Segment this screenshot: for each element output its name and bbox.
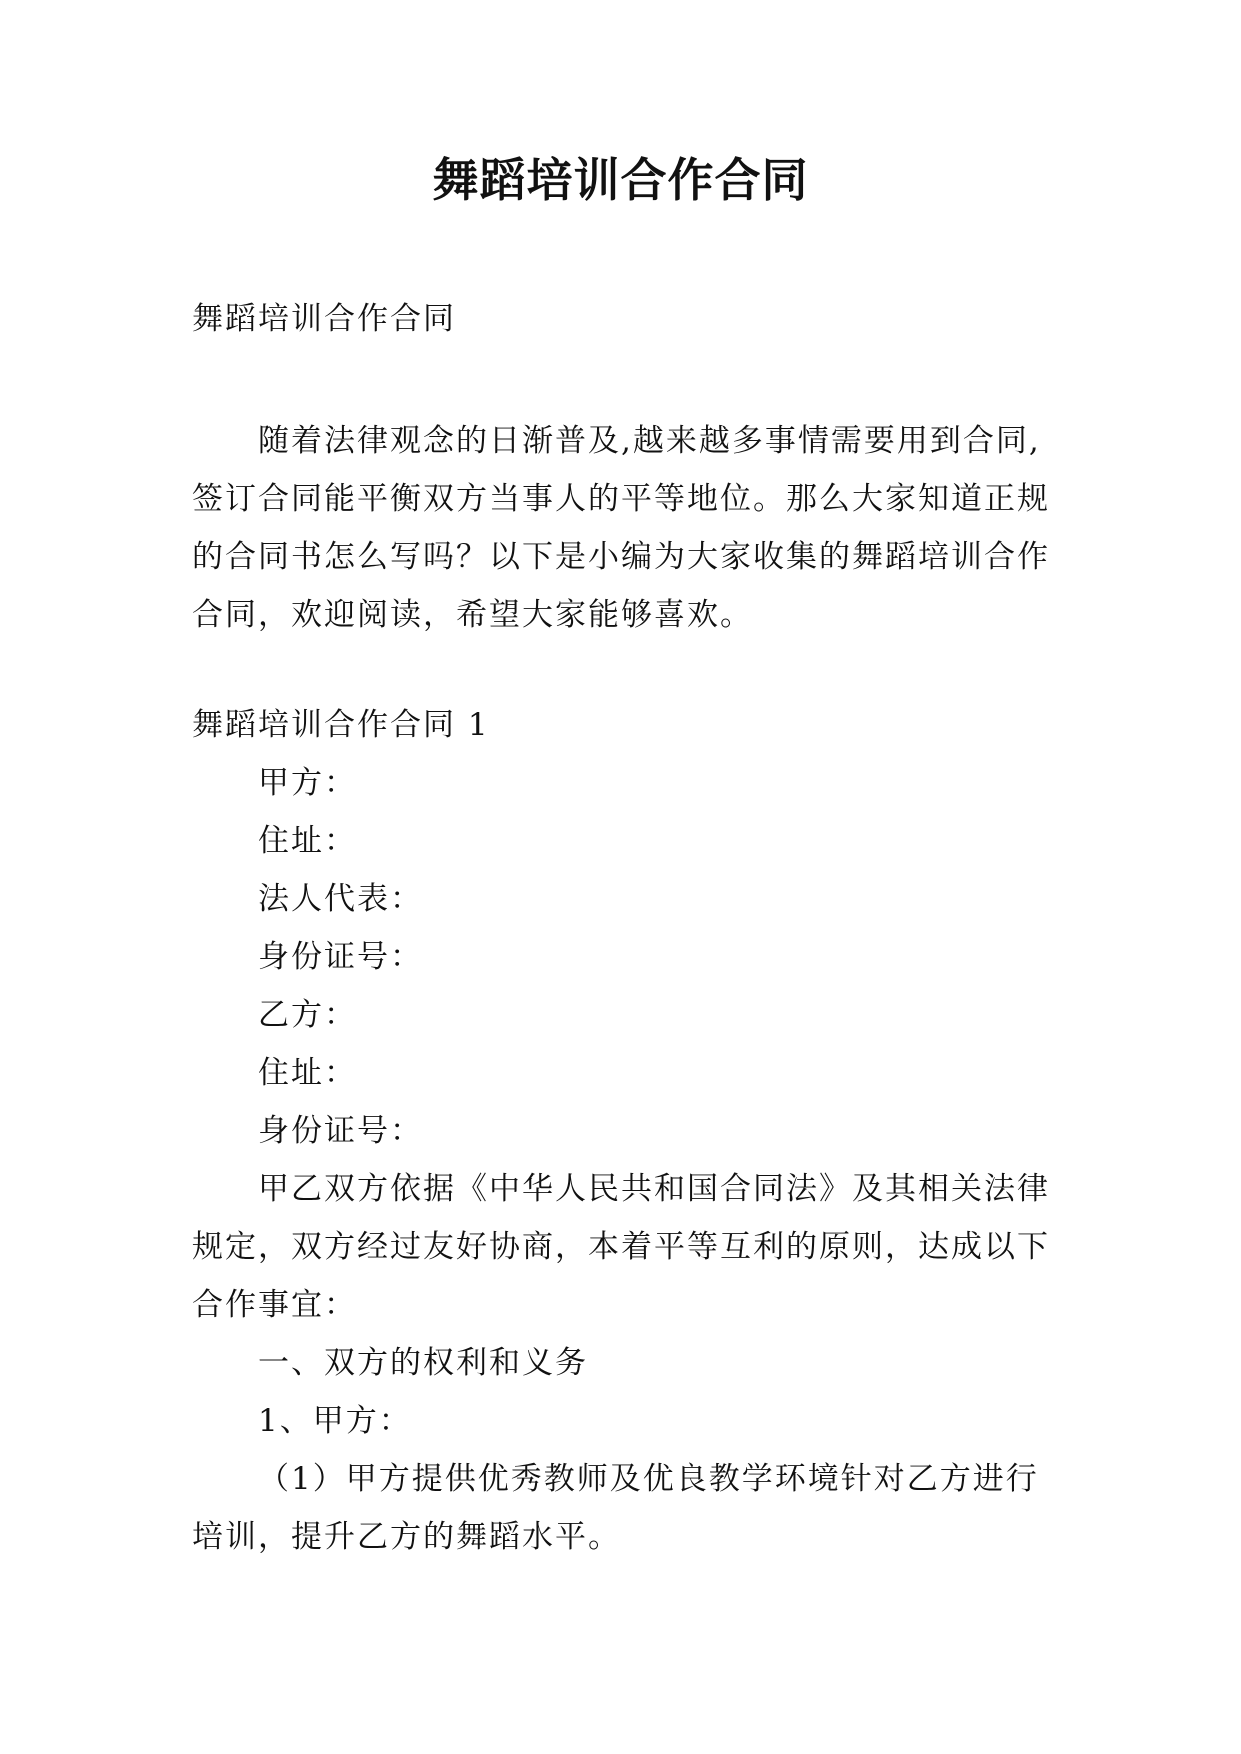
document-title: 舞蹈培训合作合同 xyxy=(432,153,809,207)
party-a-clause-1: （1）甲方提供优秀教师及优良教学环境针对乙方进行培训，提升乙方的舞蹈水平。 xyxy=(192,1461,1039,1555)
party-a-field: 甲方： xyxy=(258,765,357,801)
party-b-id-field: 身份证号： xyxy=(258,1113,423,1149)
party-a-id-field: 身份证号： xyxy=(258,939,423,975)
party-fields xyxy=(192,754,1054,1160)
intro-paragraph: 随着法律观念的日渐普及,越来越多事情需要用到合同,签订合同能平衡双方当事人的平等地位。那么大家知道正规的合同书怎么写吗？以下是小编为大家收集的舞蹈培训合作合同，欢迎阅读，希望大家能够喜欢。 xyxy=(192,423,1050,633)
document-subtitle: 舞蹈培训合作合同 xyxy=(192,301,456,337)
legal-representative-field: 法人代表： xyxy=(258,881,423,917)
party-b-field: 乙方： xyxy=(258,997,357,1033)
contract-section-title: 舞蹈培训合作合同 1 xyxy=(192,707,490,743)
party-b-address-field: 住址： xyxy=(258,1055,357,1091)
party-a-address-field: 住址： xyxy=(258,823,357,859)
rights-obligations-heading: 一、双方的权利和义务 xyxy=(258,1345,588,1381)
party-a-item: 1、甲方： xyxy=(258,1403,412,1439)
basis-paragraph: 甲乙双方依据《中华人民共和国合同法》及其相关法律规定，双方经过友好协商，本着平等互利的原则，达成以下合作事宜： xyxy=(192,1171,1050,1323)
